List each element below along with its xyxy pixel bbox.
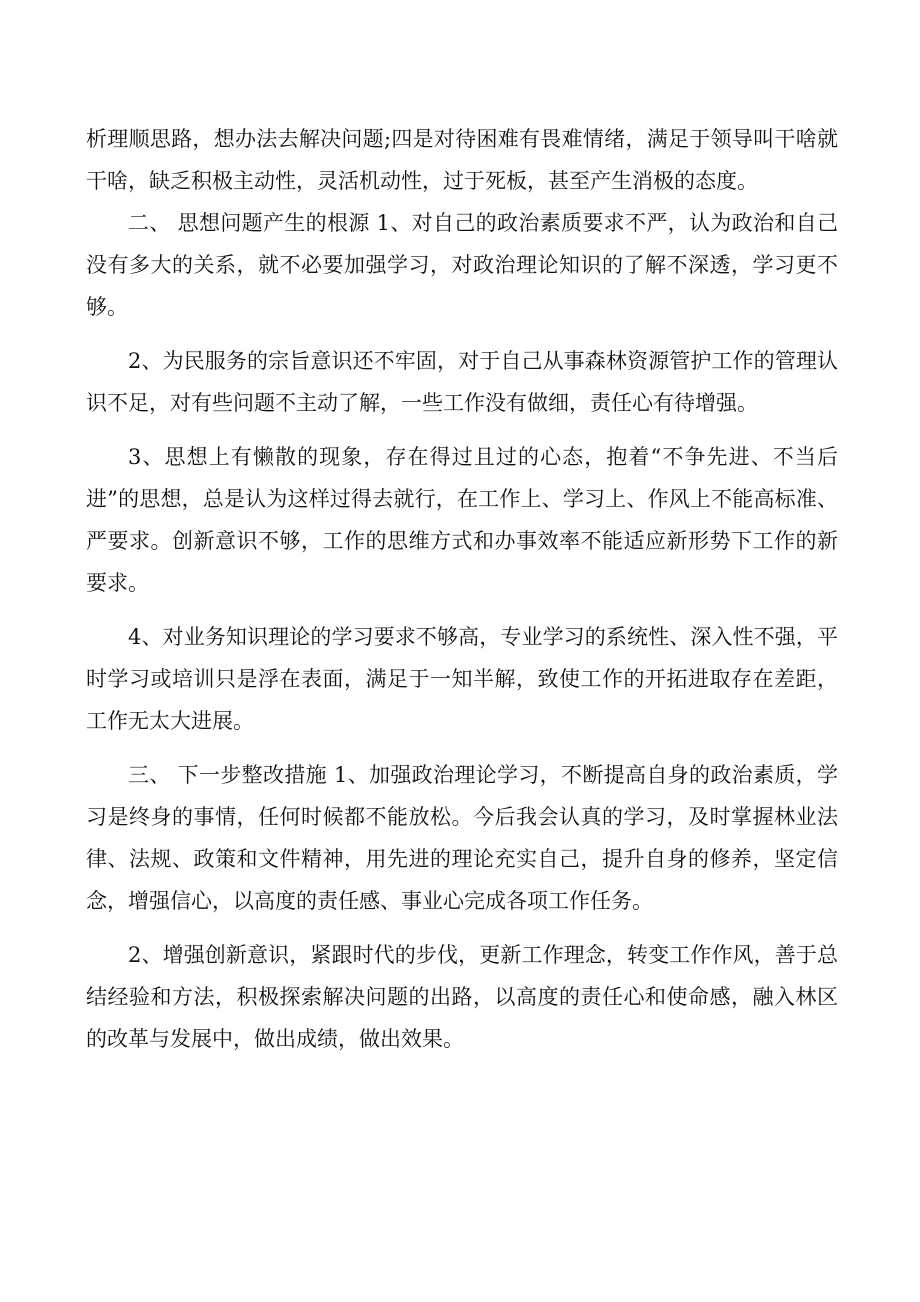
paragraph-item-4: 4、对业务知识理论的学习要求不够高，专业学习的系统性、深入性不强，平时学习或培训只是浮在表面，满足于一知半解，致使工作的开拓进取存在差距，工作无太大进展。 bbox=[86, 625, 838, 733]
document-body bbox=[86, 118, 838, 1060]
paragraph-measure-2: 2、增强创新意识，紧跟时代的步伐，更新工作理念，转变工作作风，善于总结经验和方法，积极探索解决问题的出路，以高度的责任心和使命感，融入林区的改革与发展中，做出成绩，做出效果。 bbox=[86, 943, 838, 1051]
paragraph-item-3: 3、思想上有懒散的现象，存在得过且过的心态，抱着“不争先进、不当后进”的思想，总是认为这样过得去就行，在工作上、学习上、作风上不能高标准、严要求。创新意识不够，工作的思维方式和办事效率不能适应新形势下工作的新要求。 bbox=[86, 445, 838, 595]
paragraph-continued: 析理顺思路，想办法去解决问题;四是对待困难有畏难情绪，满足于领导叫干啥就干啥，缺乏积极主动性，灵活机动性，过于死板，甚至产生消极的态度。 bbox=[86, 127, 838, 193]
paragraph-section-two: 二、 思想问题产生的根源 1、对自己的政治素质要求不严，认为政治和自己没有多大的关系，就不必要加强学习，对政治理论知识的了解不深透，学习更不够。 bbox=[86, 211, 838, 319]
paragraph-section-three: 三、 下一步整改措施 1、加强政治理论学习，不断提高自身的政治素质，学习是终身的事情，任何时候都不能放松。今后我会认真的学习，及时掌握林业法律、法规、政策和文件精神，用先进的理论充实自己，提升自身的修养，坚定信念，增强信心，以高度的责任感、事业心完成各项工作任务。 bbox=[86, 763, 838, 913]
paragraph-item-2: 2、为民服务的宗旨意识还不牢固，对于自己从事森林资源管护工作的管理认识不足，对有些问题不主动了解，一些工作没有做细，责任心有待增强。 bbox=[86, 349, 838, 415]
